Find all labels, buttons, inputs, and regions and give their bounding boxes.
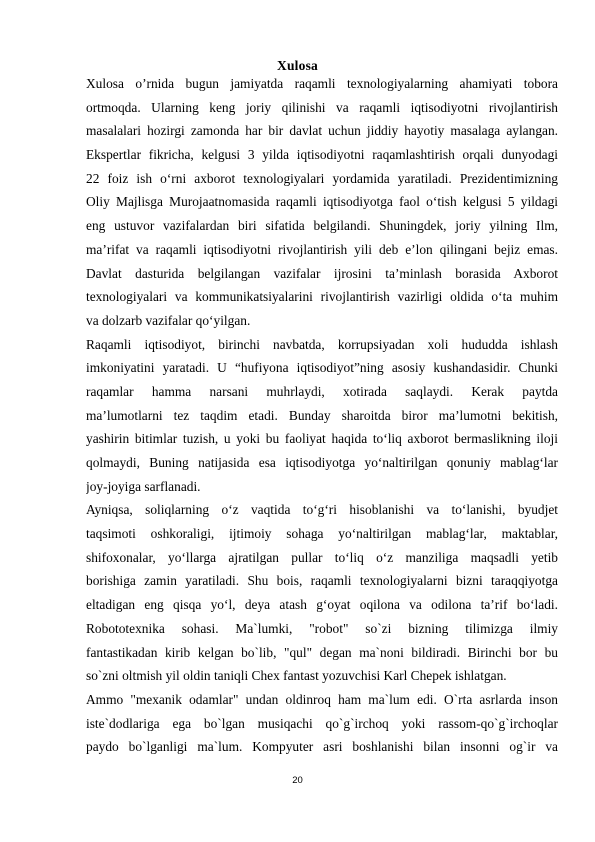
paragraph-line: qolmaydi, Buning natijasida esa iqtisodiyotga yo‘naltirilgan qonuniy mablag‘lar [86, 455, 558, 470]
body-text [86, 72, 558, 759]
paragraph-line: taqsimoti oshkoraligi, ijtimoiy sohaga yo‘naltirilgan mablag‘lar, maktablar, [86, 526, 558, 542]
paragraph-line: Raqamli iqtisodiyot, birinchi navbatda, korrupsiyadan xoli hududda ishlash [86, 336, 558, 352]
paragraph-line: Xulosa o’rnida bugun jamiyatda raqamli texnologiyalarning ahamiyati tobora [86, 76, 558, 91]
paragraph-line: va dolzarb vazifalar qo‘yilgan. [86, 312, 251, 328]
paragraph-line: joy-joyiga sarflanadi. [86, 478, 201, 494]
paragraph-line: shifoxonalar, yo‘llarga ajratilgan pullar to‘liq o‘z manziliga maqsadli yetib [86, 549, 558, 565]
paragraph-line: ma’lumotlarni tez taqdim etadi. Bunday sharoitda biror ma’lumotni bekitish, [86, 407, 558, 423]
paragraph-line: Robototexnika sohasi. Ma`lumki, "robot" so`zi bizning tilimizga ilmiy [86, 620, 558, 636]
paragraph-line: imkoniyatini yaratadi. U “hufiyona iqtisodiyot”ning asosiy kushandasidir. Chunki [86, 360, 558, 376]
paragraph-line: yashirin bitimlar tuzish, u yoki bu faoliyat haqida to‘liq axborot bermaslikning iloji [86, 431, 558, 447]
paragraph-line: ma’rifat va raqamli iqtisodiyotni rivojlantirish yili deb e’lon qilingani bejiz emas. [86, 241, 558, 257]
paragraph-line: borishiga zamin yaratiladi. Shu bois, raqamli texnologiyalarni bizni taraqqiyotga [86, 573, 558, 589]
paragraph-line: raqamlar hamma narsani muhrlaydi, xotirada saqlaydi. Kerak paytda [86, 383, 558, 399]
paragraph-line: so`zni oltmish yil oldin taniqli Chex fantast yozuvchisi Karl Chepek ishlatgan. [86, 668, 507, 684]
paragraph-line: Davlat dasturida belgilangan vazifalar ijrosini ta’minlash borasida Axborot [86, 265, 558, 281]
paragraph-line: iste`dodlariga ega bo`lgan musiqachi qo`g`irchoq yoki rassom-qo`g`irchoqlar [86, 715, 558, 731]
paragraph-line: Ekspertlar fikricha, kelgusi 3 yilda iqtisodiyotni raqamlashtirish orqali dunyodagi [86, 147, 558, 163]
page-title: Xulosa [277, 58, 318, 73]
paragraph-line: 22 foiz ish o‘rni axborot texnologiyalari yordamida yaratiladi. Prezidentimizning [86, 170, 558, 186]
paragraph-line: Ammo "mexanik odamlar" undan oldinroq ham ma`lum edi. O`rta asrlarda inson [86, 691, 558, 707]
paragraph-line: Oliy Majlisga Murojaatnomasida raqamli iqtisodiyotga faol o‘tish kelgusi 5 yildagi [86, 194, 558, 210]
paragraph-line: Ayniqsa, soliqlarning o‘z vaqtida to‘g‘ri hisoblanishi va to‘lanishi, byudjet [86, 502, 558, 518]
paragraph-line: texnologiyalari va kommunikatsiyalarini rivojlantirish vazirligi oldida o‘ta muhim [86, 289, 558, 305]
paragraph-line: ortmoqda. Ularning keng joriy qilinishi va raqamli iqtisodiyotni rivojlantirish [86, 99, 558, 115]
paragraph-line: masalalari hozirgi zamonda har bir davlat uchun jiddiy hayotiy masalaga aylangan. [86, 123, 558, 139]
paragraph-line: eltadigan eng qisqa yo‘l, deya atash g‘oyat oqilona va odilona ta’rif bo‘ladi. [86, 597, 558, 613]
paragraph-line: fantastikadan kirib kelgan bo`lib, "qul" degan ma`noni bildiradi. Birinchi bor bu [86, 644, 558, 660]
paragraph-line: paydo bo`lganligi ma`lum. Kompyuter asri boshlanishi bilan insonni og`ir va [86, 739, 558, 755]
page-number: 20 [292, 775, 303, 786]
paragraph-line: eng ustuvor vazifalardan biri sifatida belgilandi. Shuningdek, joriy yilning Ilm, [86, 218, 558, 234]
